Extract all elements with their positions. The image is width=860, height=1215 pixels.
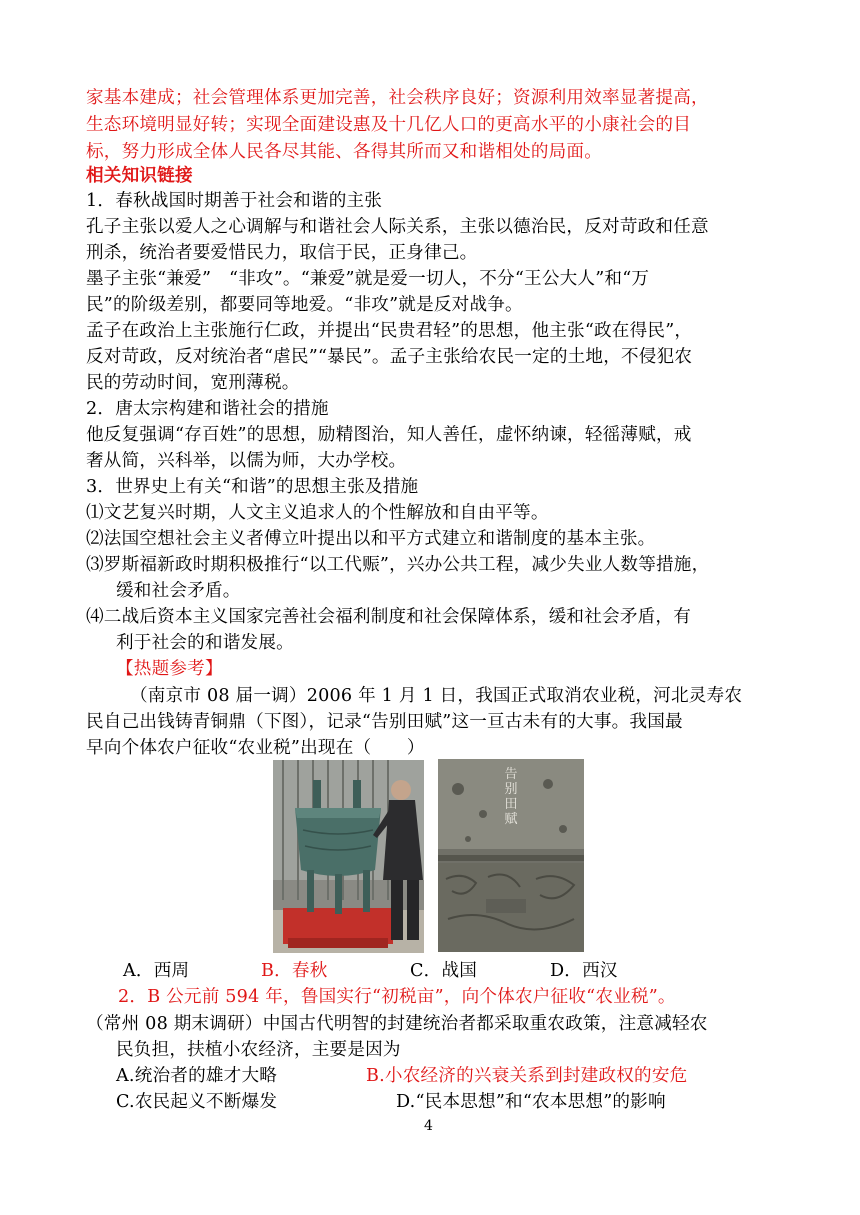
section-1-line-3: 墨子主张“兼爱” “非攻”。“兼爱”就是爱一切人，不分“王公大人”和“万 xyxy=(86,269,650,289)
section-3-item-2: ⑵法国空想社会主义者傅立叶提出以和平方式建立和谐制度的基本主张。 xyxy=(86,529,656,549)
question-2-line-2: 民负担，扶植小农经济，主要是因为 xyxy=(116,1040,401,1060)
question-1-line-3: 早向个体农户征收“农业税”出现在（ ） xyxy=(86,738,425,758)
section-1-line-6: 反对苛政，反对统治者“虐民”“暴民”。孟子主张给农民一定的土地，不侵犯农 xyxy=(86,347,693,367)
q1-answer: 2．B 公元前 594 年，鲁国实行“初税亩”，向个体农户征收“农业税”。 xyxy=(118,987,676,1007)
section-1-line-2: 刑杀，统治者要爱惜民力，取信于民，正身律己。 xyxy=(86,243,478,263)
bronze-ding-icon xyxy=(273,760,424,953)
section-1-title: 1．春秋战国时期善于社会和谐的主张 xyxy=(86,191,383,211)
section-1-line-1: 孔子主张以爱人之心调解与和谐社会人际关系，主张以德治民，反对苛政和任意 xyxy=(86,217,709,237)
q2-option-c: C.农民起义不断爆发 xyxy=(116,1092,278,1112)
section-3-item-1: ⑴文艺复兴时期，人文主义追求人的个性解放和自由平等。 xyxy=(86,503,549,523)
q2-option-a: A.统治者的雄才大略 xyxy=(116,1066,278,1086)
knowledge-heading: 相关知识链接 xyxy=(86,166,193,186)
section-3-item-4-cont: 利于社会的和谐发展。 xyxy=(116,633,294,653)
question-2-line-1: （常州 08 期末调研）中国古代明智的封建统治者都采取重农政策，注意减轻农 xyxy=(86,1014,708,1034)
page-number: 4 xyxy=(424,1118,433,1134)
q1-option-a: A．西周 xyxy=(123,961,190,981)
hot-topics-heading: 【热题参考】 xyxy=(116,659,223,679)
q2-option-b: B.小农经济的兴衰关系到封建政权的安危 xyxy=(366,1066,688,1086)
section-3-item-3: ⑶罗斯福新政时期积极推行“以工代赈”，兴办公共工程，减少失业人数等措施， xyxy=(86,555,710,575)
section-1-line-4: 民”的阶级差别，都要同等地爱。“非攻”就是反对战争。 xyxy=(86,295,523,315)
section-3-item-3-cont: 缓和社会矛盾。 xyxy=(116,581,241,601)
intro-line-3: 标，努力形成全体人民各尽其能、各得其所而又和谐相处的局面。 xyxy=(86,142,603,162)
q1-option-b: B．春秋 xyxy=(261,961,328,981)
bronze-ding-photo xyxy=(273,760,424,953)
section-3-item-4: ⑷二战后资本主义国家完善社会福利制度和社会保障体系，缓和社会矛盾，有 xyxy=(86,607,691,627)
intro-line-2: 生态环境明显好转；实现全面建设惠及十几亿人口的更高水平的小康社会的目 xyxy=(86,115,691,135)
q1-option-d: D．西汉 xyxy=(550,961,618,981)
question-1-line-1: （南京市 08 届一调）2006 年 1 月 1 日，我国正式取消农业税，河北灵寿农 xyxy=(130,686,743,706)
intro-line-1: 家基本建成；社会管理体系更加完善，社会秩序良好；资源利用效率显著提高， xyxy=(86,88,709,108)
question-1-line-2: 民自己出钱铸青铜鼎（下图），记录“告别田赋”这一亘古未有的大事。我国最 xyxy=(86,712,683,732)
section-3-title: 3．世界史上有关“和谐”的思想主张及措施 xyxy=(86,477,419,497)
section-2-title: 2．唐太宗构建和谐社会的措施 xyxy=(86,399,329,419)
section-2-line-2: 奢从简，兴科举，以儒为师，大办学校。 xyxy=(86,451,407,471)
ding-inscription-photo xyxy=(438,759,584,952)
q2-option-d: D.“民本思想”和“农本思想”的影响 xyxy=(396,1092,666,1112)
section-2-line-1: 他反复强调“存百姓”的思想，励精图治，知人善任，虚怀纳谏，轻徭薄赋，戒 xyxy=(86,425,692,445)
section-1-line-5: 孟子在政治上主张施行仁政，并提出“民贵君轻”的思想，他主张“政在得民”， xyxy=(86,321,693,341)
section-1-line-7: 民的劳动时间，宽刑薄税。 xyxy=(86,373,300,393)
q1-option-c: C．战国 xyxy=(410,961,478,981)
inscription-text: 告别田赋 xyxy=(504,767,518,827)
